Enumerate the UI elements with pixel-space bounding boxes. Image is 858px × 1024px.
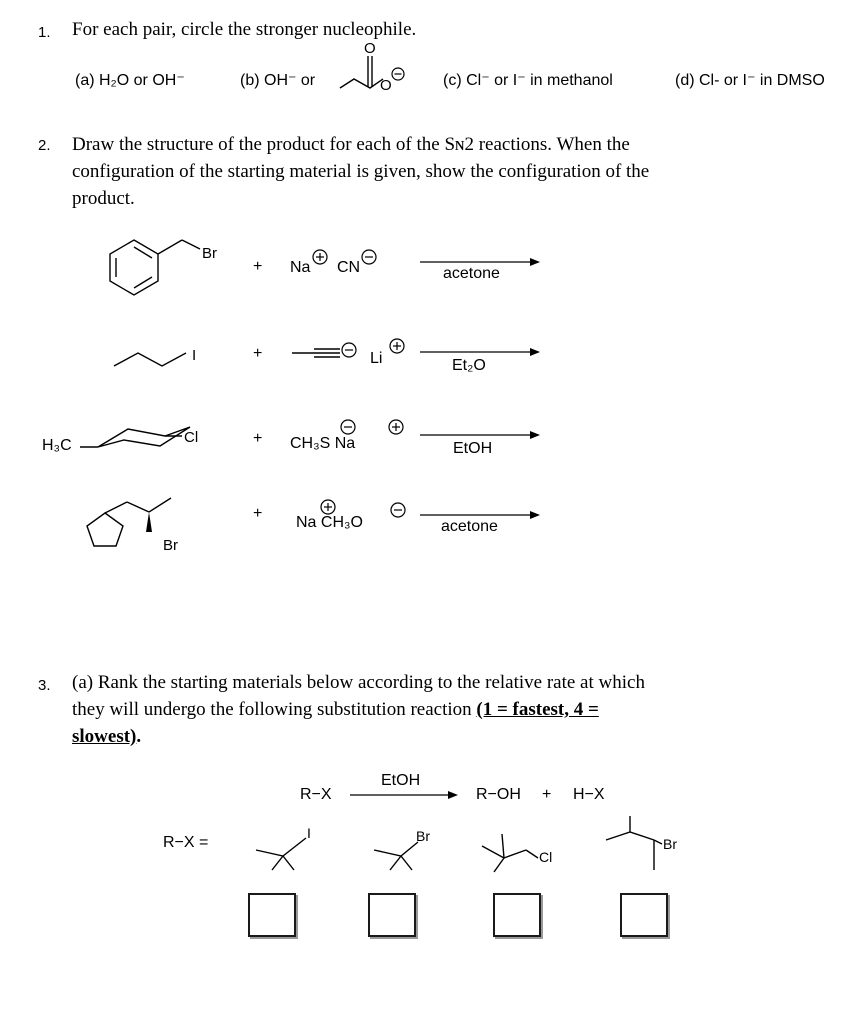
r4-halide: Br bbox=[163, 537, 178, 554]
rx-label: R−X = bbox=[163, 834, 209, 851]
svg-text:O: O bbox=[380, 77, 392, 94]
q1-option-c[interactable]: (c) Cl⁻ or I⁻ in methanol bbox=[443, 72, 613, 89]
r1-halide: Br bbox=[202, 245, 217, 262]
candidate-1-halide: I bbox=[307, 825, 311, 841]
candidate-4-structure bbox=[600, 812, 695, 882]
q2-number: 2. bbox=[38, 137, 51, 154]
q1-option-a[interactable]: (a) H₂O or OH⁻ bbox=[75, 72, 185, 89]
r4-charge-symbols bbox=[316, 496, 416, 520]
rank-box-3[interactable] bbox=[493, 893, 541, 937]
eq-product-acid: H−X bbox=[573, 786, 605, 803]
eq-arrow bbox=[350, 788, 465, 802]
q3-prompt-line3 bbox=[72, 723, 141, 750]
q2-prompt-line1: Draw the structure of the product for each of the Sɴ2 reactions. When the bbox=[72, 134, 630, 155]
eq-plus: + bbox=[542, 786, 552, 803]
r4-plus: + bbox=[253, 505, 263, 522]
rank-box-1[interactable] bbox=[248, 893, 296, 937]
q3-prompt-line1: (a) Rank the starting materials below according to the relative rate at which bbox=[72, 672, 645, 693]
r3-plus: + bbox=[253, 430, 263, 447]
q3-rank-key-end: slowest) bbox=[72, 726, 137, 747]
q3-prompt-line2-plain: they will undergo the following substitution reaction bbox=[72, 699, 477, 720]
r1-solvent: acetone bbox=[443, 265, 500, 282]
r3-solvent: EtOH bbox=[453, 440, 493, 457]
q3-prompt-line2 bbox=[72, 696, 599, 723]
eq-product-alcohol: R−OH bbox=[476, 786, 521, 803]
candidate-2-halide: Br bbox=[416, 828, 430, 844]
q1-prompt: For each pair, circle the stronger nucleophile. bbox=[72, 19, 417, 40]
candidate-3-halide: Cl bbox=[539, 849, 553, 865]
benzyl-bromide-structure bbox=[100, 225, 230, 305]
r3-halide: Cl bbox=[184, 429, 199, 446]
svg-text:Na: Na bbox=[290, 259, 311, 276]
lithium-propynide-reagent bbox=[290, 333, 415, 373]
methylcyclohexyl-chloride-structure bbox=[80, 415, 220, 460]
r1-plus: + bbox=[253, 258, 263, 275]
q3-rank-key: (1 = fastest, 4 = bbox=[476, 699, 599, 720]
r3-methyl-label: H₃C bbox=[42, 437, 72, 454]
r2-halide: I bbox=[192, 347, 197, 364]
r2-reagent: Li bbox=[370, 350, 383, 367]
svg-text:CN: CN bbox=[337, 259, 361, 276]
q3-number: 3. bbox=[38, 677, 51, 694]
q1-option-b[interactable]: (b) OH⁻ or bbox=[240, 72, 316, 89]
wedge-bond bbox=[146, 512, 152, 532]
candidate-3-structure bbox=[480, 820, 570, 880]
candidate-2-structure bbox=[368, 820, 458, 880]
r2-plus: + bbox=[253, 345, 263, 362]
q1-option-d[interactable]: (d) Cl- or I⁻ in DMSO bbox=[675, 72, 825, 89]
cyclopentyl-bromopropane-structure bbox=[75, 490, 215, 560]
candidate-4-halide: Br bbox=[663, 836, 677, 852]
q3-period: . bbox=[136, 726, 142, 747]
r4-reagent: Na CH₃O bbox=[296, 514, 363, 531]
sodium-cyanide-reagent bbox=[288, 245, 388, 281]
q2-prompt-line3: product. bbox=[72, 188, 135, 209]
eq-reactant: R−X bbox=[300, 786, 332, 803]
r2-solvent: Et₂O bbox=[452, 357, 486, 374]
r3-reagent: CH₃S Na bbox=[290, 435, 356, 452]
eq-solvent: EtOH bbox=[381, 772, 421, 789]
q1-number: 1. bbox=[38, 24, 51, 41]
acetate-anion-structure bbox=[336, 38, 411, 94]
r4-solvent: acetone bbox=[441, 518, 498, 535]
propyl-iodide-structure bbox=[110, 340, 210, 372]
r3-charge-symbols bbox=[336, 416, 411, 440]
candidate-1-structure bbox=[250, 820, 330, 880]
rank-box-2[interactable] bbox=[368, 893, 416, 937]
rank-box-4[interactable] bbox=[620, 893, 668, 937]
q2-prompt-line2: configuration of the starting material is given, show the configuration of the bbox=[72, 161, 650, 182]
acetate-carbonyl-o: O bbox=[364, 40, 376, 57]
